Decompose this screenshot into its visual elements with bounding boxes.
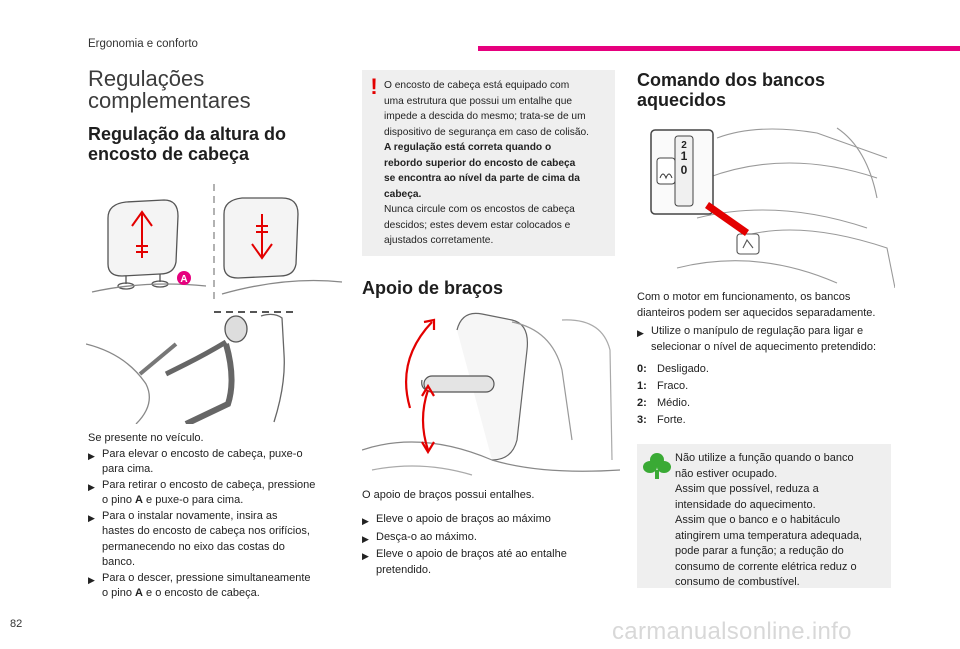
- warning-exclamation-icon: !: [370, 74, 378, 99]
- list-item: 2: Médio.: [637, 397, 691, 409]
- headrest-heading: [88, 124, 286, 164]
- dial-mark-0: 0: [680, 163, 688, 177]
- page-title-line1: Regulações: [88, 66, 205, 91]
- heated-intro: Com o motor em funcionamento, os bancos dianteiros podem ser aquecidos separadamente.: [637, 291, 876, 319]
- armrest-instructions: [362, 512, 618, 578]
- list-item: 3: Forte.: [637, 414, 686, 426]
- heating-levels: [637, 362, 837, 430]
- heated-seat-illustration: [637, 118, 895, 288]
- page-title-line2: complementares: [88, 88, 251, 113]
- pin-label: A: [180, 274, 188, 285]
- page-title: [88, 68, 251, 112]
- headrest-instructions: [88, 431, 358, 602]
- list-item: ▶ Desça-o ao máximo.: [362, 530, 618, 548]
- heated-seats-heading: [637, 70, 825, 110]
- bullet-arrow-icon: ▶: [637, 328, 644, 338]
- warning-text: O encosto de cabeça está equipado com uma estrutura que possui um entalhe que impede a descida do mesmo; trata-se de um dispositivo de segurança em caso de colisão. A regulação está correta quando o rebordo superior do encosto de cabeça se encontra ao nível da parte de cima da cabeça. Nunca circule com os encostos de cabeça descidos; estes devem estar colocados e ajustados corretamente.: [384, 80, 589, 246]
- list-item: ▶ Para elevar o encosto de cabeça, puxe-o para cima.: [88, 447, 358, 478]
- bullet-arrow-icon: ▶: [88, 512, 95, 523]
- section-header: Ergonomia e conforto: [88, 38, 198, 50]
- list-item: ▶ Para retirar o encosto de cabeça, pressione o pino A e puxe-o para cima.: [88, 478, 358, 509]
- watermark: carmanualsonline.info: [612, 618, 852, 645]
- list-item: ▶ Eleve o apoio de braços ao máximo: [362, 512, 618, 530]
- dial-mark-1: 1: [680, 149, 688, 163]
- dial-mark-2: 2: [681, 140, 687, 151]
- list-item: ▶ Para o descer, pressione simultaneamente o pino A e o encosto de cabeça.: [88, 571, 358, 602]
- list-item: ▶ Eleve o apoio de braços até ao entalhe pretendido.: [362, 547, 618, 578]
- list-item: 0: Desligado.: [637, 363, 709, 375]
- headrest-heading-line2: encosto de cabeça: [88, 144, 250, 164]
- section-accent-bar: [478, 46, 960, 51]
- headrest-illustration: [86, 184, 348, 424]
- armrest-heading: Apoio de braços: [362, 278, 504, 298]
- list-item: ▶ Para o instalar novamente, insira as hastes do encosto de cabeça nos orifícios, permanecendo no eixo das costas do banco.: [88, 509, 358, 571]
- bullet-arrow-icon: ▶: [88, 574, 95, 585]
- heated-heading-line2: aquecidos: [637, 90, 727, 110]
- armrest-intro: O apoio de braços possui entalhes.: [362, 489, 535, 501]
- eco-leaf-icon: [643, 450, 671, 480]
- list-item: ▶ Utilize o manípulo de regulação para ligar e selecionar o nível de aquecimento pretendido:: [637, 324, 899, 355]
- headrest-intro: Se presente no veículo.: [88, 432, 204, 444]
- headrest-heading-line1: Regulação da altura do: [88, 124, 287, 144]
- eco-tip-text: Não utilize a função quando o banco não estiver ocupado. Assim que possível, reduza a intensidade do aquecimento. Assim que o banco e o habitáculo atingirem uma temperatura adequada, pode parar a função; a redução do consumo de corrente elétrica reduz o consumo de combustível.: [675, 452, 863, 588]
- armrest-illustration: [362, 310, 620, 480]
- heated-instruction: [637, 324, 899, 355]
- bullet-arrow-icon: ▶: [88, 481, 95, 492]
- list-item: 1: Fraco.: [637, 380, 689, 392]
- bullet-arrow-icon: ▶: [362, 551, 369, 561]
- bullet-arrow-icon: ▶: [362, 516, 369, 526]
- page-number: 82: [10, 618, 23, 630]
- heated-heading-line1: Comando dos bancos: [637, 70, 826, 90]
- bullet-arrow-icon: ▶: [362, 533, 369, 544]
- bullet-arrow-icon: ▶: [88, 450, 95, 461]
